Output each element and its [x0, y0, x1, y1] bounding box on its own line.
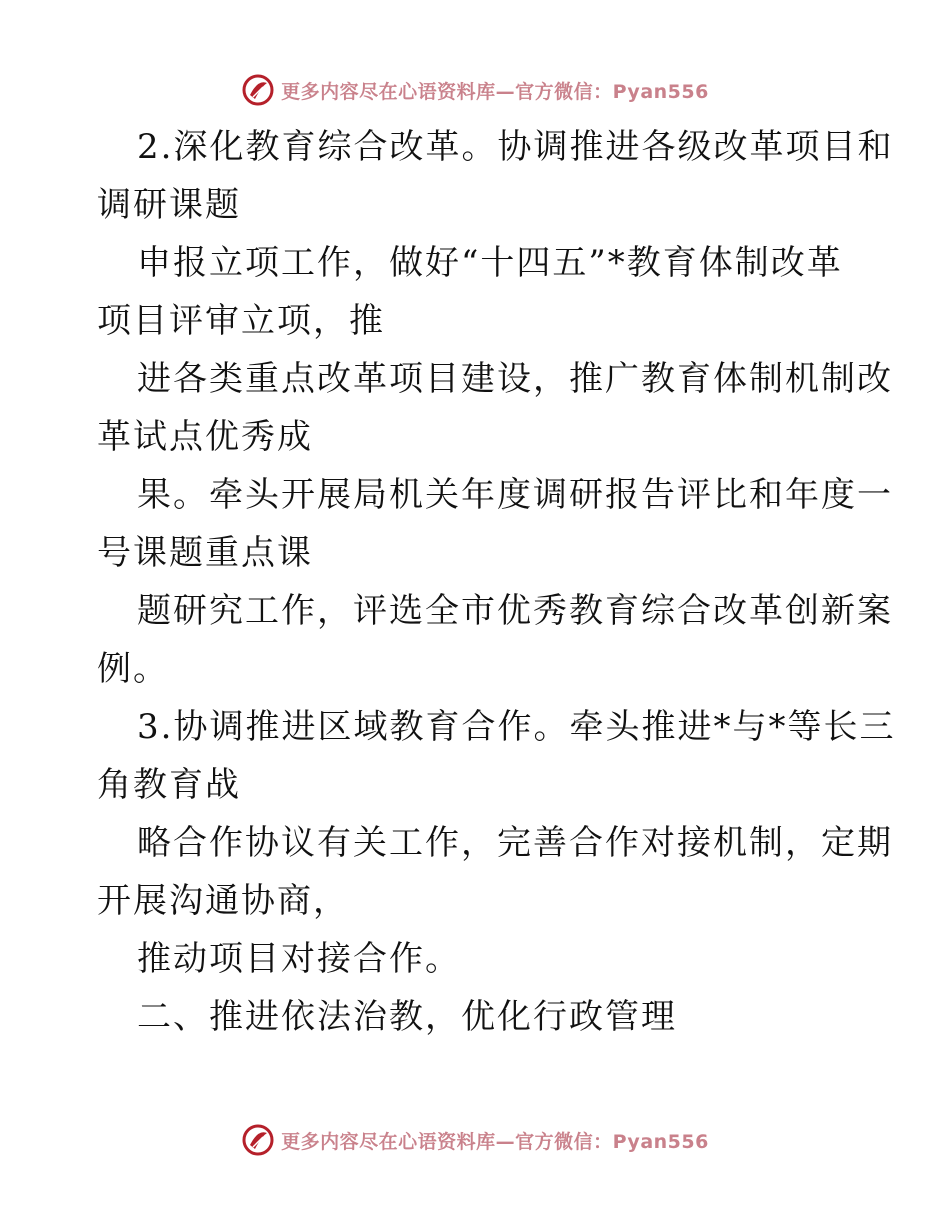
text-line: 例。 [97, 649, 169, 689]
logo-icon [241, 1123, 275, 1157]
text-line: 角教育战 [97, 765, 241, 805]
watermark-top [0, 70, 950, 110]
text-line: 略合作协议有关工作，完善合作对接机制，定期 [137, 823, 893, 863]
text-line: 题研究工作，评选全市优秀教育综合改革创新案 [137, 591, 893, 631]
text-line: 号课题重点课 [97, 533, 313, 573]
watermark-text: 更多内容尽在心语资料库—官方微信：Pyan556 [281, 1130, 709, 1153]
text-line: 3.协调推进区域教育合作。牵头推进*与*等长三 [137, 707, 896, 747]
text-line: 进各类重点改革项目建设，推广教育体制机制改 [137, 359, 893, 399]
document-body [97, 118, 896, 1046]
text-line: 项目评审立项，推 [97, 301, 385, 341]
watermark-text: 更多内容尽在心语资料库—官方微信：Pyan556 [281, 80, 709, 103]
text-line: 调研课题 [97, 185, 241, 225]
text-line: 二、推进依法治教，优化行政管理 [137, 997, 677, 1037]
text-line: 申报立项工作，做好“十四五”*教育体制改革 [137, 243, 843, 283]
text-line: 推动项目对接合作。 [137, 939, 461, 979]
logo-icon [241, 73, 275, 107]
text-line: 开展沟通协商， [97, 881, 349, 921]
watermark-bottom [0, 1120, 950, 1160]
text-line: 2.深化教育综合改革。协调推进各级改革项目和 [137, 127, 894, 167]
text-line: 果。牵头开展局机关年度调研报告评比和年度一 [137, 475, 893, 515]
text-line: 革试点优秀成 [97, 417, 313, 457]
